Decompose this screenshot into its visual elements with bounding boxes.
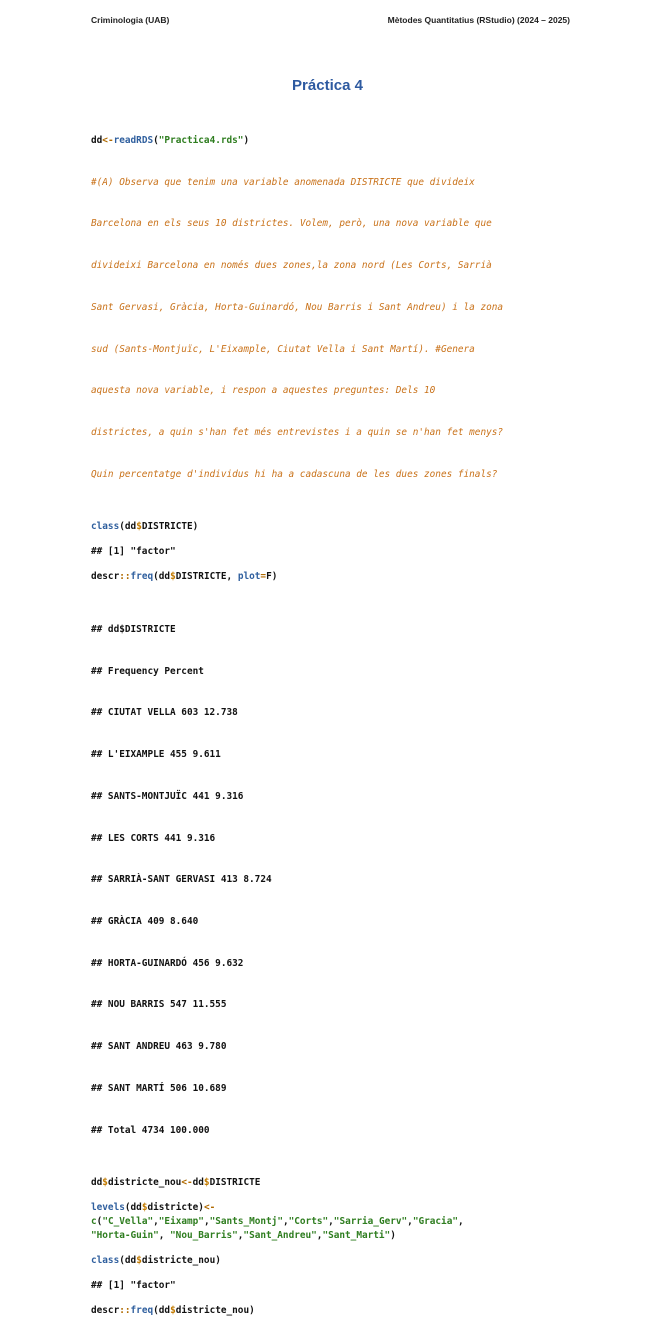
code-function: class (91, 1254, 120, 1266)
comment-line: Sant Gervasi, Gràcia, Horta-Guinardó, Nou Barris i Sant Andreu) i la zona (91, 301, 504, 313)
comment-line: divideixi Barcelona en només dues zones,la zona nord (Les Corts, Sarrià (91, 260, 492, 272)
code-var: dd (158, 571, 171, 583)
output-line: ## dd$DISTRICTE (91, 624, 176, 635)
code-namespace-op: :: (119, 571, 131, 583)
code-paren: ) (271, 571, 278, 583)
code-dollar: $ (203, 1177, 210, 1189)
code-read-rds (91, 134, 571, 148)
code-string: "C_Vella" (102, 1216, 154, 1228)
code-levels-line-2: c("C_Vella","Eixamp","Sants_Montj","Corts","Sarria_Gerv","Gracia", (91, 1216, 464, 1228)
code-levels-line-3: "Horta-Guin", "Nou_Barris","Sant_Andreu","Sant_Marti") (91, 1230, 396, 1242)
code-var: dd (192, 1177, 204, 1189)
code-assign: <- (102, 135, 114, 146)
document-body (91, 134, 571, 1318)
code-string: "Eixamp" (158, 1216, 204, 1228)
code-function: levels (91, 1202, 125, 1214)
code-namespace-op: :: (119, 1304, 131, 1316)
code-package: descr (91, 571, 120, 583)
output-line: ## Total 4734 100.000 (91, 1124, 210, 1136)
code-dollar: $ (102, 1177, 108, 1189)
code-class-districte (91, 520, 571, 534)
code-paren: ( (153, 135, 159, 146)
code-string: "Horta-Guin" (91, 1230, 159, 1242)
header-course: Criminologia (UAB) (91, 15, 170, 25)
code-dollar: $ (136, 521, 142, 533)
code-function: freq (130, 1304, 154, 1316)
code-paren: ) (243, 135, 250, 146)
output-line: ## Frequency Percent (91, 665, 204, 677)
code-paren: ( (153, 1304, 159, 1316)
code-dollar: $ (170, 1304, 176, 1316)
code-paren: ( (124, 1202, 131, 1214)
code-string: "Sant_Andreu" (243, 1230, 317, 1242)
code-function: class (91, 521, 120, 533)
code-function: readRDS (113, 135, 154, 146)
code-comma: , (226, 571, 238, 583)
code-paren: ) (192, 521, 199, 533)
output-line: ## SANT MARTÍ 506 10.689 (91, 1082, 227, 1094)
code-equals: = (260, 571, 267, 583)
output-line: ## L'EIXAMPLE 455 9.611 (91, 749, 221, 761)
code-string: "Sants_Montj" (209, 1216, 283, 1228)
code-paren: ) (390, 1230, 396, 1242)
comment-line: Quin percentatge d'individus hi ha a cadascuna de les dues zones finals? (91, 468, 498, 480)
output-line: ## SARRIÀ-SANT GERVASI 413 8.724 (91, 874, 272, 886)
code-paren: ( (119, 1254, 125, 1266)
code-value: F (266, 571, 272, 583)
code-class-districte-nou (91, 1254, 571, 1268)
header-subject: Mètodes Quantitatius (RStudio) (2024 – 2025) (387, 15, 570, 25)
code-dollar: $ (141, 1202, 148, 1214)
code-freq-districte-nou (91, 1304, 571, 1318)
page-title: Práctica 4 (292, 77, 363, 94)
comment-line: districtes, a quin s'han fet més entrevistes i a quin se n'han fet menys? (91, 427, 504, 439)
output-line: ## NOU BARRIS 547 11.555 (91, 999, 227, 1011)
page-header (91, 15, 570, 29)
code-string: "Sant_Marti" (322, 1230, 391, 1242)
output-line: ## GRÀCIA 409 8.640 (91, 916, 199, 928)
code-paren: ) (249, 1304, 255, 1316)
code-field: DISTRICTE (209, 1177, 261, 1189)
comment-line: Barcelona en els seus 10 districtes. Volem, però, una nova variable que (91, 218, 492, 230)
output-line: ## HORTA-GUINARDÓ 456 9.632 (91, 957, 244, 969)
code-assign: <- (181, 1177, 193, 1189)
comment-line: #(A) Observa que tenim una variable anomenada DISTRICTE que divideix (91, 176, 475, 188)
code-param: plot (237, 571, 261, 583)
code-comment (91, 148, 571, 510)
code-assign: <- (203, 1202, 216, 1214)
code-dollar: $ (170, 571, 176, 583)
code-var: dd (91, 135, 103, 146)
code-field: DISTRICTE (141, 521, 193, 533)
code-string: "Practica4.rds" (158, 135, 244, 146)
code-function: freq (130, 571, 154, 583)
code-freq-districte (91, 570, 571, 584)
code-var: dd (158, 1304, 171, 1316)
code-levels-line-1 (91, 1201, 571, 1215)
output-line: ## LES CORTS 441 9.316 (91, 832, 216, 844)
code-dollar: $ (136, 1254, 142, 1266)
code-paren: ) (215, 1254, 221, 1266)
code-field: districte_nou (175, 1304, 250, 1316)
output-class-districte-nou: ## [1] "factor" (91, 1279, 176, 1291)
output-line: ## SANTS-MONTJUÏC 441 9.316 (91, 790, 244, 802)
code-paren: ( (96, 1216, 103, 1228)
code-var: dd (130, 1202, 142, 1214)
code-paren: ( (153, 571, 159, 583)
output-freq-table (91, 595, 571, 1165)
code-field: DISTRICTE (175, 571, 227, 583)
code-field: districte_nou (141, 1254, 216, 1266)
code-assign-districte-nou (91, 1176, 571, 1190)
code-field: districte_nou (107, 1177, 182, 1189)
code-string: "Sarria_Gerv" (333, 1216, 408, 1228)
code-function: c (91, 1216, 97, 1228)
code-string: "Corts" (288, 1216, 329, 1228)
code-field: districte (147, 1202, 199, 1214)
output-line: ## CIUTAT VELLA 603 12.738 (91, 707, 238, 719)
output-class-districte: ## [1] "factor" (91, 546, 176, 558)
comment-line: aquesta nova variable, i respon a aquestes preguntes: Dels 10 (91, 385, 436, 397)
comment-line: sud (Sants-Montjuïc, L'Eixample, Ciutat Vella i Sant Martí). #Genera (91, 343, 475, 355)
code-var: dd (124, 1254, 137, 1266)
code-package: descr (91, 1304, 120, 1316)
code-string: "Gracia" (412, 1216, 458, 1228)
code-paren: ) (198, 1202, 204, 1214)
output-line: ## SANT ANDREU 463 9.780 (91, 1041, 227, 1053)
code-string: "Nou_Barris" (164, 1230, 238, 1242)
code-paren: ( (119, 521, 125, 533)
code-var: dd (91, 1177, 103, 1189)
code-var: dd (124, 521, 137, 533)
